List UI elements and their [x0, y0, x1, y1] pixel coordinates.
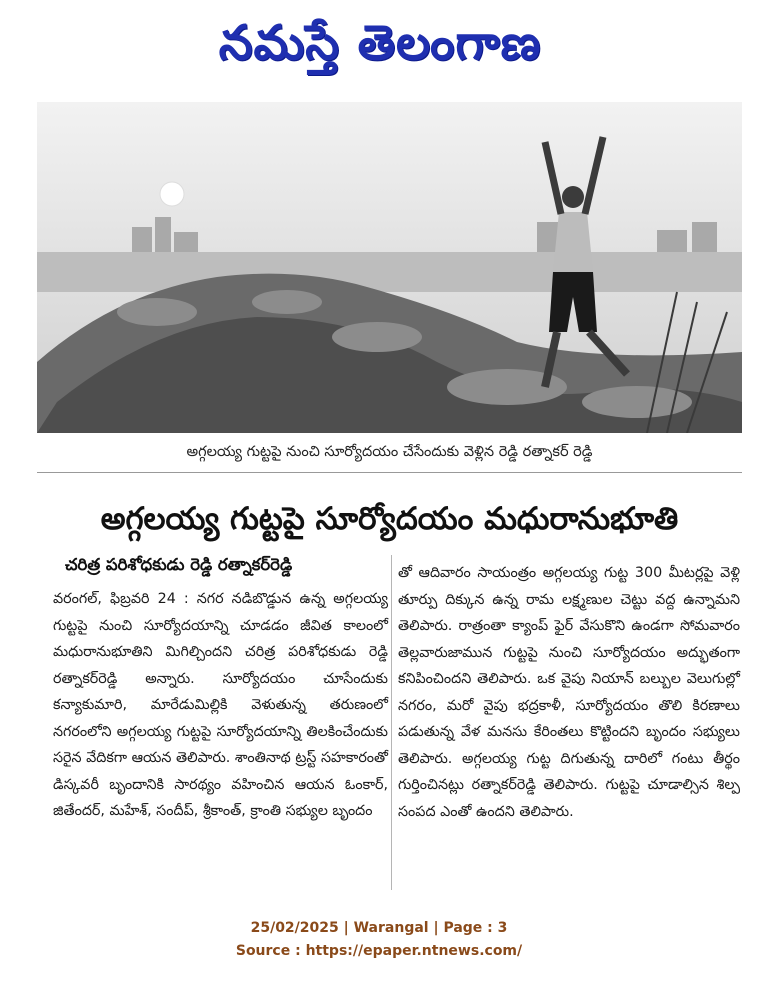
body-paragraph: వరంగల్, ఫిబ్రవరి 24 : నగర నడిబొడ్డున ఉన్న అగ్గలయ్య గుట్టపై నుంచి సూర్యోదయాన్ని చూడడం జీవిత కాలంలో మధురానుభూతిని మిగిల్చిందని చరిత్ర పరిశోధకుడు రెడ్డి రత్నాకర్‌రెడ్డి అన్నారు. సూర్యోదయం చూసేందుకు కన్యాకుమారి, మారేడుమిల్లికి వెళుతున్న తరుణంలో నగరంలోని అగ్గలయ్య గుట్టపై సూర్యోదయాన్ని తిలకించేందుకు సరైన వేదికగా ఆయన తెలిపారు. శాంతినాథ ట్రస్ట్ సహకారంతో డిస్కవరీ బృందానికి సారథ్యం వహించిన ఆయన ఓంకార్, జితేందర్, మహేశ్, సందీప్, శ్రీకాంత్, క్రాంతి సభ్యుల బృందం: [53, 591, 388, 819]
article-body-right-column: [398, 560, 740, 892]
footer-source: Source : https://epaper.ntnews.com/: [235, 943, 523, 959]
photo-caption: అగ్గలయ్య గుట్టపై నుంచి సూర్యోదయం చేసేందుకు వెళ్లిన రెడ్డి రత్నాకర్ రెడ్డి: [37, 433, 742, 473]
column-divider: [391, 555, 392, 890]
newspaper-masthead: నమస్తే తెలంగాణ: [218, 15, 542, 71]
article-headline: అగ్గలయ్య గుట్టపై సూర్యోదయం మధురానుభూతి: [100, 501, 679, 537]
article-photo: [37, 102, 742, 433]
sunrise-hilltop-photo: [37, 102, 742, 433]
article-body-left-column: [53, 586, 388, 891]
footer-date-edition: 25/02/2025 | Warangal | Page : 3: [250, 920, 508, 936]
body-paragraph: తో ఆదివారం సాయంత్రం అగ్గలయ్య గుట్ట 300 మీటర్లపై వెళ్లి తూర్పు దిక్కున ఉన్న రామ లక్ష్మణుల చెట్టు వద్ద ఉన్నామని తెలిపారు. రాత్రంతా క్యాంప్ ఫైర్ వేసుకొని ఉండగా సోమవారం తెల్లవారుజామున గుట్టపై నుంచి సూర్యోదయం అద్భుతంగా కనిపించిందని తెలిపారు. ఒక వైపు నియాన్ బల్బుల వెలుగుల్లో నగరం, మరో వైపు భద్రకాళీ, సూర్యోదయం తొలి కిరణాలు పడుతున్న వేళ మనసు కేరింతలు కొట్టిందని బృందం సభ్యులు తెలిపారు. అగ్గలయ్య గుట్ట దిగుతున్న దారిలో గంటు తీర్థం గుర్తించినట్లు రత్నాకర్‌రెడ్డి తెలిపారు. గుట్టపై చూడాల్సిన శిల్ప సంపద ఎంతో ఉందని తెలిపారు.: [398, 565, 740, 820]
article-byline: చరిత్ర పరిశోధకుడు రెడ్డి రత్నాకర్‌రెడ్డి: [65, 555, 293, 574]
